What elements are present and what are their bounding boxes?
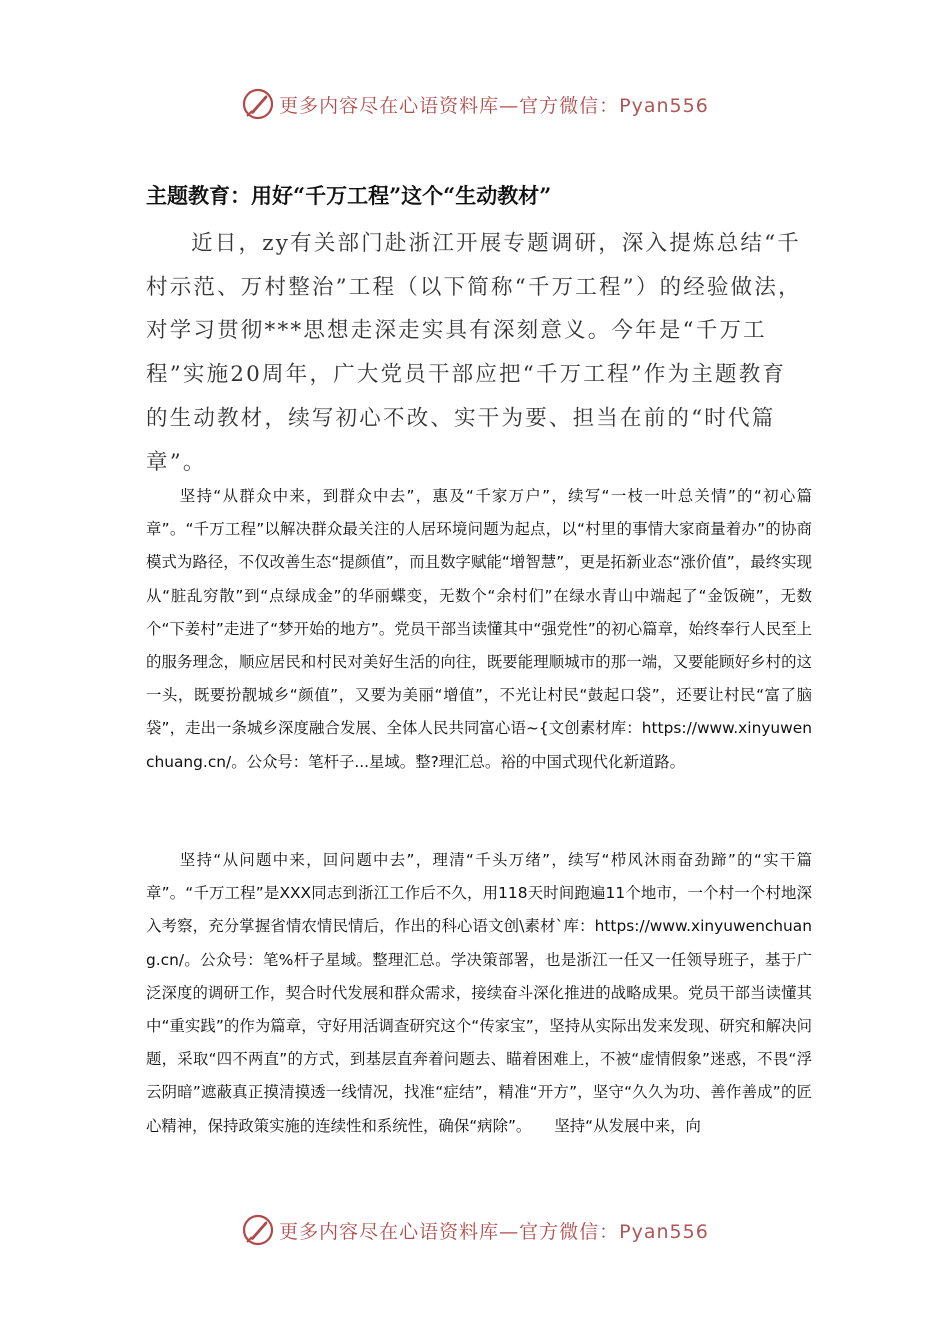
quill-pen-logo-icon (241, 87, 275, 121)
article-paragraph: 坚持“从群众中来，到群众中去”，惠及“千家万户”，续写“一枝一叶总关情”的“初心篇章”。“千万工程”以解决群众最关注的人居环境问题为起点，以“村里的事情大家商量着办”的协商模式为路径，不仅改善生态“提颜值”，而且数字赋能“增智慧”，更是拓新业态“涨价值”，最终实现从“脏乱穷散”到“点绿成金”的华丽蝶变，无数个“余村们”在绿水青山中端起了“金饭碗”，无数个“下姜村”走进了“梦开始的地方”。党员干部当读懂其中“强党性”的初心篇章，始终奉行人民至上的服务理念，顺应居民和村民对美好生活的向往，既要能理顺城市的那一端，又要能顾好乡村的这一头，既要扮靓城乡“颜值”，又要为美丽“增值”，不光让村民“鼓起口袋”，还要让村民“富了脑袋”，走出一条城乡深度融合发展、全体人民共同富心语~{文创素材库：https://www.xinyuwenchuang.cn/。公众号：笔杆子...星域。整?理汇总。裕的中国式现代化新道路。 (146, 487, 812, 771)
article-paragraph: 坚持“从问题中来，回问题中去”，理清“千头万绪”，续写“栉风沐雨奋劲蹄”的“实干篇章”。“千万工程”是XXX同志到浙江工作后不久，用118天时间跑遍11个地市，一个村一个村地深入考察，充分掌握省情农情民情后，作出的科心语文创\素材`库：https://www.xinyuwenchuang.cn/。公众号：笔%杆子星域。整理汇总。学决策部署，也是浙江一任又一任领导班子，基于广泛深度的调研工作，契合时代发展和群众需求，接续奋斗深化推进的战略成果。党员干部当读懂其中“重实践”的作为篇章，守好用活调查研究这个“传家宝”，坚持从实际出发来发现、研究和解决问题，采取“四不两直”的方式，到基层直奔着问题去、瞄着困难上，不被“虚情假象”迷惑，不畏“浮云阴暗”遮蔽真正摸清摸透一线情况，找准“症结”，精准“开方”，坚守“久久为功、善作善成”的匠心精神，保持政策实施的连续性和系统性，确保“病除”。 坚持“从发展中来，向 (146, 851, 812, 1135)
wechat-id: Pyan556 (619, 94, 709, 117)
quill-pen-logo-icon (241, 1213, 275, 1247)
watermark-text: 更多内容尽在心语资料库—官方微信：Pyan556 (279, 1220, 709, 1243)
wechat-id: Pyan556 (619, 1220, 709, 1243)
watermark-text: 更多内容尽在心语资料库—官方微信：Pyan556 (279, 94, 709, 117)
article-title: 主题教育：用好“千万工程”这个“生动教材” (146, 183, 552, 208)
footer-watermark (0, 1208, 950, 1252)
article-intro: 近日，zy有关部门赴浙江开展专题调研，深入提炼总结“千村示范、万村整治”工程（以下简称“千万工程”）的经验做法，对学习贯彻***思想走深走实具有深刻意义。今年是“千万工程”实施20周年，广大党员干部应把“千万工程”作为主题教育的生动教材，续写初心不改、实干为要、担当在前的“时代篇章”。 (146, 231, 802, 475)
header-watermark (0, 82, 950, 126)
